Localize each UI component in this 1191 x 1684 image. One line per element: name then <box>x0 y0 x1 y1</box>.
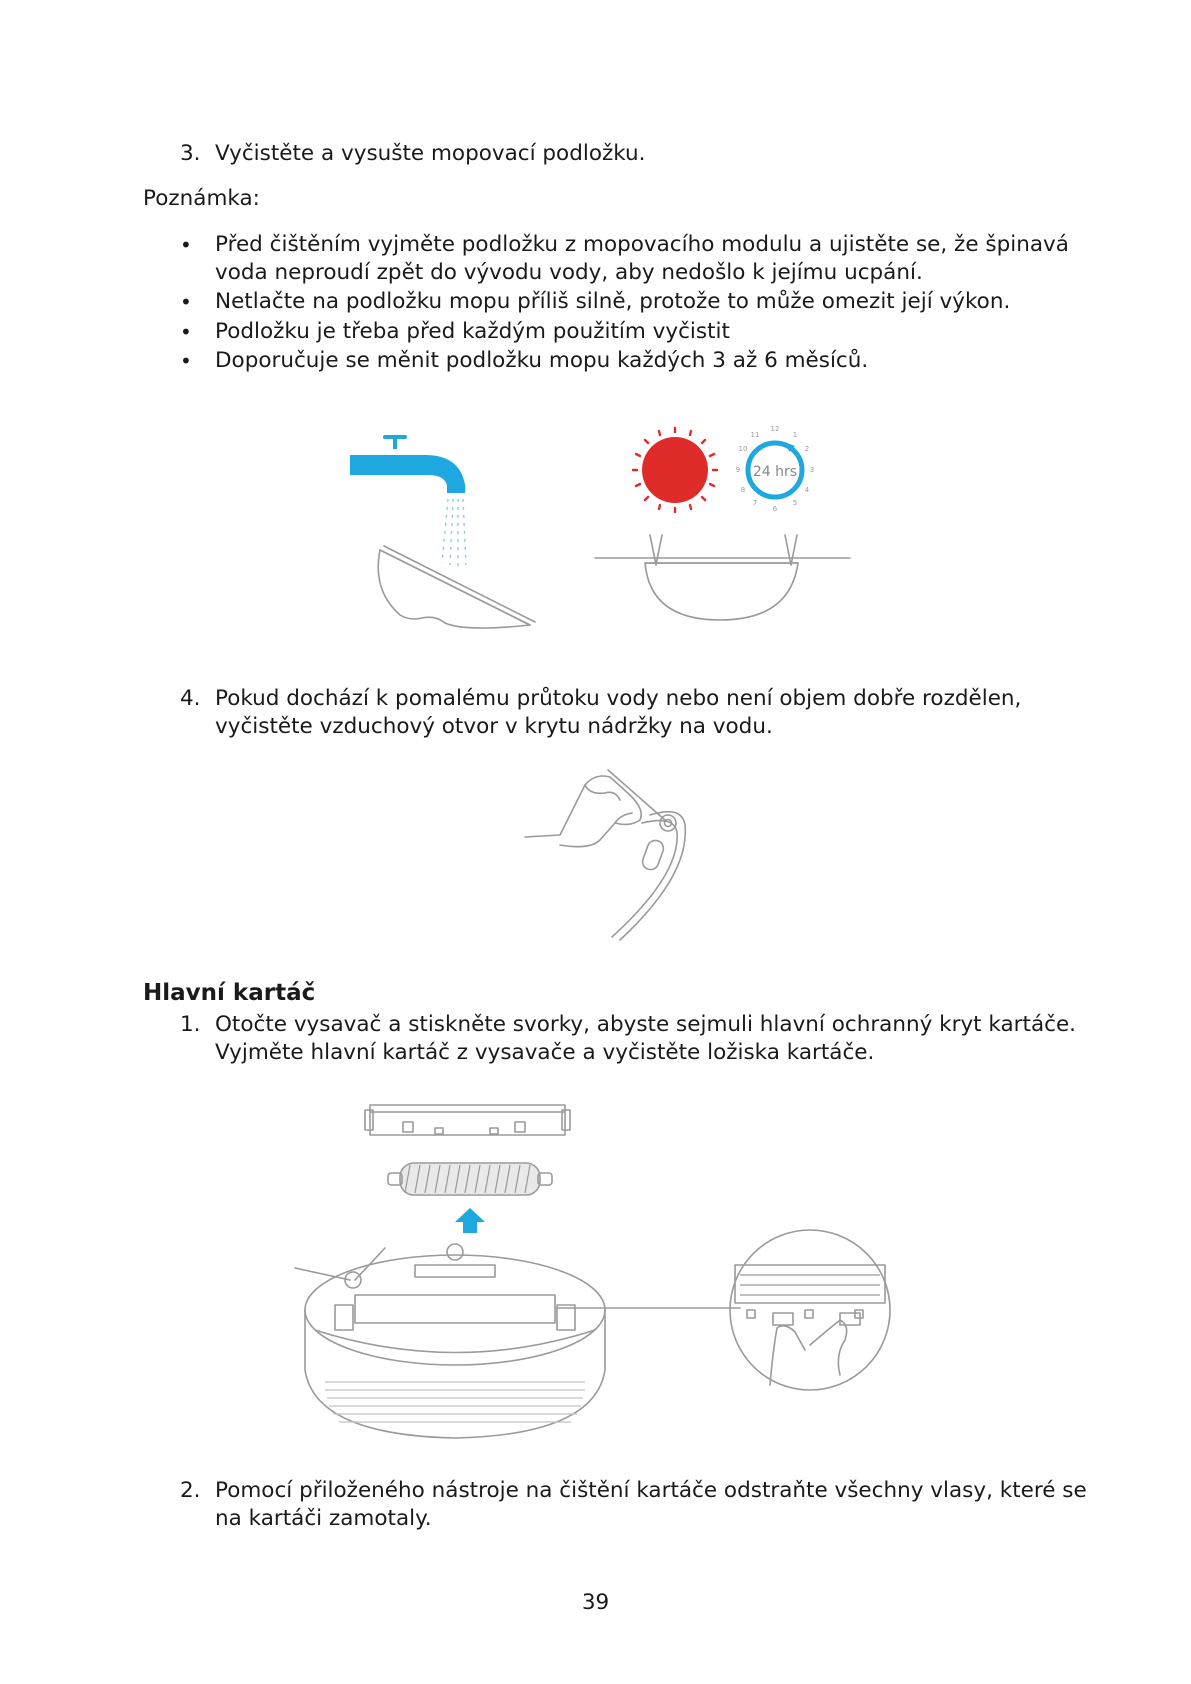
brush-step-1-line1: Otočte vysavač a stiskněte svorky, abyste sejmuli hlavní ochranný kryt kartáče. <box>215 1012 1077 1037</box>
brush-roll-icon <box>388 1163 552 1195</box>
bullet-1-line1: Před čištěním vyjměte podložku z mopovacího modulu a ujistěte se, že špinavá <box>215 232 1069 257</box>
faucet-icon <box>350 435 465 493</box>
mop-cleaning-illustration <box>340 425 860 655</box>
clock-number: 11 <box>750 431 760 439</box>
step-4-line2: vyčistěte vzduchový otvor v krytu nádržky na vodu. <box>215 714 773 739</box>
bullet-4-symbol: • <box>180 349 192 373</box>
brush-step-2-line2: na kartáči zamotaly. <box>215 1506 432 1531</box>
clock-number: 2 <box>804 445 810 453</box>
clock-24hrs-icon <box>736 425 814 513</box>
bullet-1-line2: voda neproudí zpět do vývodu vody, aby nedošlo k jejímu ucpání. <box>215 260 923 285</box>
main-brush-illustration <box>295 1100 895 1445</box>
air-hole-cleaning-illustration <box>520 765 700 945</box>
bullet-4-text: Doporučuje se měnit podložku mopu každých 3 až 6 měsíců. <box>215 348 869 373</box>
clock-number: 6 <box>772 505 778 513</box>
clock-number: 4 <box>804 486 810 494</box>
bullet-3-text: Podložku je třeba před každým použitím vyčistit <box>215 319 730 344</box>
clock-number: 12 <box>770 425 780 433</box>
clock-number: 9 <box>735 466 741 474</box>
sun-icon <box>633 428 717 512</box>
brush-step-2-number: 2. <box>180 1478 201 1503</box>
drying-pad-icon <box>595 535 850 620</box>
mop-pad-icon <box>378 550 530 628</box>
step-4-line1: Pokud dochází k pomalému průtoku vody nebo není objem dobře rozdělen, <box>215 686 1022 711</box>
section-heading: Hlavní kartáč <box>143 980 316 1006</box>
clock-number: 5 <box>792 499 798 507</box>
step-3-number: 3. <box>180 141 201 166</box>
step-3-text: Vyčistěte a vysušte mopovací podložku. <box>215 141 646 166</box>
brush-cover-icon <box>365 1105 570 1135</box>
water-stream-icon <box>442 499 466 567</box>
bullet-2-symbol: • <box>180 290 192 314</box>
note-label: Poznámka: <box>143 186 260 211</box>
clock-number: 7 <box>752 499 758 507</box>
clock-number: 1 <box>792 431 798 439</box>
bullet-2-text: Netlačte na podložku mopu příliš silně, protože to může omezit její výkon. <box>215 289 1011 314</box>
page-number: 39 <box>581 1590 610 1615</box>
arrow-up-icon <box>455 1208 485 1233</box>
clock-number: 8 <box>740 486 746 494</box>
step-4-number: 4. <box>180 686 201 711</box>
bullet-3-symbol: • <box>180 320 192 344</box>
clock-label: 24 hrs <box>752 464 798 480</box>
brush-step-1-number: 1. <box>180 1012 201 1037</box>
brush-step-2-line1: Pomocí přiloženého nástroje na čištění kartáče odstraňte všechny vlasy, které se <box>215 1478 1087 1503</box>
bullet-1-symbol: • <box>180 233 192 257</box>
clip-detail-icon <box>730 1230 890 1390</box>
robot-vacuum-icon <box>295 1244 605 1438</box>
brush-step-1-line2: Vyjměte hlavní kartáč z vysavače a vyčistěte ložiska kartáče. <box>215 1040 875 1065</box>
clock-number: 10 <box>738 445 748 453</box>
clock-number: 3 <box>809 466 815 474</box>
